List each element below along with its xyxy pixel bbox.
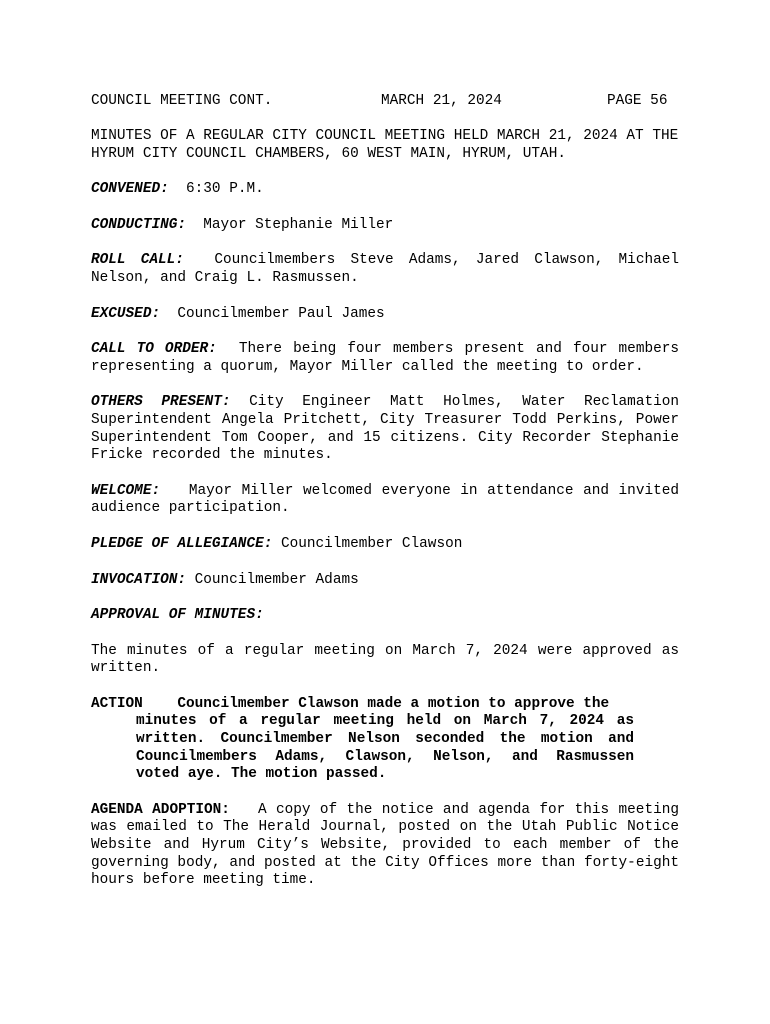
excused-section bbox=[91, 306, 679, 324]
header-page-number: PAGE 56 bbox=[607, 93, 668, 109]
invocation-section bbox=[91, 572, 679, 590]
conducting-label: CONDUCTING: bbox=[91, 216, 186, 233]
call-to-order-section bbox=[91, 341, 679, 376]
approval-of-minutes-heading: APPROVAL OF MINUTES: bbox=[91, 607, 264, 624]
header-title: COUNCIL MEETING CONT. bbox=[91, 93, 273, 109]
welcome-text: Mayor Miller welcomed everyone in attendance and invited audience participation. bbox=[91, 482, 679, 517]
convened-text: 6:30 P.M. bbox=[186, 181, 264, 198]
action-first-text: Councilmember Clawson made a motion to approve the bbox=[177, 695, 610, 712]
action-motion-block bbox=[91, 696, 634, 784]
excused-label: EXCUSED: bbox=[91, 305, 161, 322]
convened-label: CONVENED: bbox=[91, 181, 169, 198]
action-first-line bbox=[91, 696, 634, 714]
welcome-label: WELCOME: bbox=[91, 482, 161, 499]
header-date: MARCH 21, 2024 bbox=[381, 93, 502, 109]
pledge-text: Councilmember Clawson bbox=[281, 535, 463, 552]
roll-call-section bbox=[91, 252, 679, 287]
conducting-section bbox=[91, 217, 679, 235]
others-present-label: OTHERS PRESENT: bbox=[91, 394, 231, 411]
minutes-page bbox=[91, 92, 679, 890]
welcome-section bbox=[91, 483, 679, 518]
pledge-label: PLEDGE OF ALLEGIANCE: bbox=[91, 535, 273, 552]
agenda-adoption-label: AGENDA ADOPTION: bbox=[91, 801, 230, 818]
agenda-adoption-section bbox=[91, 802, 679, 890]
action-continuation: minutes of a regular meeting held on March 7, 2024 as written. Councilmember Nelson seconded the motion and Councilmembers Adams, Clawson, Nelson, and Rasmussen voted aye. The motion passed. bbox=[136, 713, 634, 783]
convened-section bbox=[91, 181, 679, 199]
intro-paragraph: MINUTES OF A REGULAR CITY COUNCIL MEETING HELD MARCH 21, 2024 AT THE HYRUM CITY COUNCIL CHAMBERS, 60 WEST MAIN, HYRUM, UTAH. bbox=[91, 128, 679, 162]
others-present-text: City Engineer Matt Holmes, Water Reclamation Superintendent Angela Pritchett, City Treasurer Todd Perkins, Power Superintendent Tom Cooper, and 15 citizens. City Recorder Stephanie Fricke recorded the minutes. bbox=[91, 394, 679, 464]
others-present-section bbox=[91, 394, 679, 464]
call-to-order-label: CALL TO ORDER: bbox=[91, 341, 217, 358]
call-to-order-text: There being four members present and four members representing a quorum, Mayor Miller called the meeting to order. bbox=[91, 341, 679, 375]
roll-call-label: ROLL CALL: bbox=[91, 252, 184, 269]
roll-call-text: Councilmembers Steve Adams, Jared Clawson, Michael Nelson, and Craig L. Rasmussen. bbox=[91, 252, 680, 286]
invocation-label: INVOCATION: bbox=[91, 571, 186, 588]
approval-of-minutes-text: The minutes of a regular meeting on March 7, 2024 were approved as written. bbox=[91, 642, 679, 677]
excused-text: Councilmember Paul James bbox=[177, 305, 385, 322]
action-label: ACTION bbox=[91, 695, 143, 712]
page-header bbox=[91, 92, 679, 110]
conducting-text: Mayor Stephanie Miller bbox=[203, 216, 394, 233]
pledge-section bbox=[91, 536, 679, 554]
invocation-text: Councilmember Adams bbox=[194, 571, 359, 588]
agenda-adoption-text: A copy of the notice and agenda for this meeting was emailed to The Herald Journal, posted on the Utah Public Notice Website and Hyrum City’s Website, provided to each member of the governing body, and posted at the City Offices more than forty-eight hours before meeting time. bbox=[91, 801, 679, 889]
